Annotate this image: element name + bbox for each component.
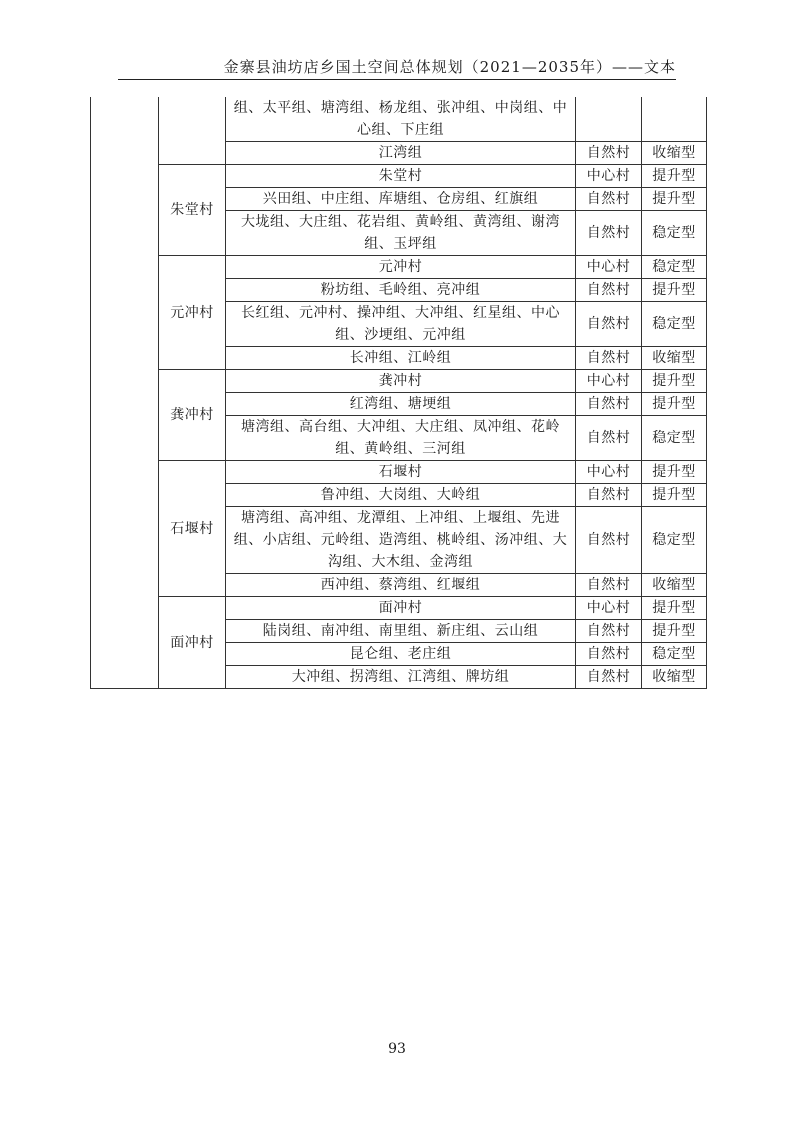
village-type-cell: 自然村 bbox=[576, 279, 642, 302]
village-class-cell: 收缩型 bbox=[642, 666, 707, 689]
village-type-cell: 中心村 bbox=[576, 256, 642, 279]
village-plan-table bbox=[90, 97, 707, 689]
group-list-cell: 石堰村 bbox=[226, 461, 576, 484]
village-class-cell: 提升型 bbox=[642, 279, 707, 302]
group-list-cell: 大垅组、大庄组、花岩组、黄岭组、黄湾组、谢湾组、玉坪组 bbox=[226, 211, 576, 256]
village-type-cell: 中心村 bbox=[576, 597, 642, 620]
village-name-cell: 元冲村 bbox=[159, 256, 226, 370]
village-class-cell: 提升型 bbox=[642, 461, 707, 484]
table-row bbox=[91, 97, 707, 142]
village-name-cell: 面冲村 bbox=[159, 597, 226, 689]
village-class-cell: 稳定型 bbox=[642, 416, 707, 461]
group-list-cell: 长红组、元冲村、操冲组、大冲组、红星组、中心组、沙埂组、元冲组 bbox=[226, 302, 576, 347]
village-class-cell: 提升型 bbox=[642, 370, 707, 393]
group-list-cell: 西冲组、蔡湾组、红堰组 bbox=[226, 574, 576, 597]
village-class-cell: 收缩型 bbox=[642, 347, 707, 370]
group-list-cell: 陆岗组、南冲组、南里组、新庄组、云山组 bbox=[226, 620, 576, 643]
group-list-cell: 组、太平组、塘湾组、杨龙组、张冲组、中岗组、中心组、下庄组 bbox=[226, 97, 576, 142]
group-list-cell: 元冲村 bbox=[226, 256, 576, 279]
group-list-cell: 长冲组、江岭组 bbox=[226, 347, 576, 370]
table-row bbox=[91, 370, 707, 393]
village-type-cell: 自然村 bbox=[576, 188, 642, 211]
village-class-cell bbox=[642, 97, 707, 142]
village-type-cell: 中心村 bbox=[576, 461, 642, 484]
table-row bbox=[91, 461, 707, 484]
village-name-cell bbox=[159, 97, 226, 165]
village-class-cell: 稳定型 bbox=[642, 256, 707, 279]
village-type-cell: 自然村 bbox=[576, 620, 642, 643]
group-list-cell: 江湾组 bbox=[226, 142, 576, 165]
village-class-cell: 稳定型 bbox=[642, 211, 707, 256]
page-number: 93 bbox=[388, 1041, 406, 1057]
village-class-cell: 提升型 bbox=[642, 165, 707, 188]
village-type-cell: 自然村 bbox=[576, 211, 642, 256]
group-list-cell: 塘湾组、高台组、大冲组、大庄组、凤冲组、花岭组、黄岭组、三河组 bbox=[226, 416, 576, 461]
village-class-cell: 稳定型 bbox=[642, 507, 707, 574]
village-type-cell: 自然村 bbox=[576, 507, 642, 574]
group-list-cell: 面冲村 bbox=[226, 597, 576, 620]
village-type-cell: 自然村 bbox=[576, 643, 642, 666]
village-type-cell: 自然村 bbox=[576, 347, 642, 370]
village-name-cell: 龚冲村 bbox=[159, 370, 226, 461]
village-class-cell: 提升型 bbox=[642, 188, 707, 211]
group-list-cell: 红湾组、塘埂组 bbox=[226, 393, 576, 416]
header-rule bbox=[118, 79, 676, 80]
village-name-cell: 朱堂村 bbox=[159, 165, 226, 256]
group-list-cell: 粉坊组、毛岭组、亮冲组 bbox=[226, 279, 576, 302]
village-class-cell: 提升型 bbox=[642, 484, 707, 507]
village-type-cell: 自然村 bbox=[576, 574, 642, 597]
village-class-cell: 提升型 bbox=[642, 393, 707, 416]
village-class-cell: 提升型 bbox=[642, 620, 707, 643]
village-name-cell: 石堰村 bbox=[159, 461, 226, 597]
village-type-cell: 自然村 bbox=[576, 142, 642, 165]
group-list-cell: 朱堂村 bbox=[226, 165, 576, 188]
table-row bbox=[91, 597, 707, 620]
group-list-cell: 大冲组、拐湾组、江湾组、牌坊组 bbox=[226, 666, 576, 689]
village-type-cell: 自然村 bbox=[576, 484, 642, 507]
village-class-cell: 提升型 bbox=[642, 597, 707, 620]
group-list-cell: 昆仑组、老庄组 bbox=[226, 643, 576, 666]
group-list-cell: 塘湾组、高冲组、龙潭组、上冲组、上堰组、先进组、小店组、元岭组、造湾组、桃岭组、汤冲组、大沟组、大木组、金湾组 bbox=[226, 507, 576, 574]
village-type-cell: 中心村 bbox=[576, 370, 642, 393]
group-list-cell: 兴田组、中庄组、库塘组、仓房组、红旗组 bbox=[226, 188, 576, 211]
village-type-cell: 自然村 bbox=[576, 666, 642, 689]
group-list-cell: 龚冲村 bbox=[226, 370, 576, 393]
village-class-cell: 稳定型 bbox=[642, 643, 707, 666]
village-type-cell: 自然村 bbox=[576, 393, 642, 416]
table-row bbox=[91, 165, 707, 188]
village-type-cell: 中心村 bbox=[576, 165, 642, 188]
group-list-cell: 鲁冲组、大岗组、大岭组 bbox=[226, 484, 576, 507]
village-type-cell bbox=[576, 97, 642, 142]
village-class-cell: 稳定型 bbox=[642, 302, 707, 347]
village-class-cell: 收缩型 bbox=[642, 574, 707, 597]
village-type-cell: 自然村 bbox=[576, 416, 642, 461]
table-row bbox=[91, 256, 707, 279]
township-cell bbox=[91, 97, 159, 689]
village-class-cell: 收缩型 bbox=[642, 142, 707, 165]
page-header: 金寨县油坊店乡国土空间总体规划（2021—2035年）——文本 bbox=[223, 58, 676, 76]
village-type-cell: 自然村 bbox=[576, 302, 642, 347]
